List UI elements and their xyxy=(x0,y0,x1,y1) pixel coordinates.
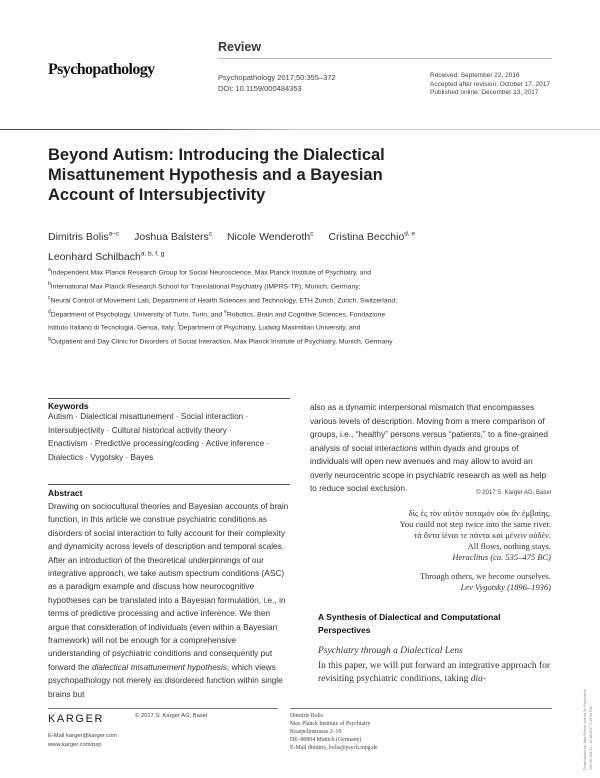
epigraph-source: Lev Vygotsky (1896–1936) xyxy=(460,582,551,592)
body-paragraph: In this paper, we will put forward an integrative approach for revisiting psychiatric conditions, taking dia- xyxy=(318,661,551,684)
affiliation: Istituto Italiano di Tecnologia, Genoa, Italy; $^f$Department of Psychiatry, Ludwig Maximilian University, and xyxy=(48,322,361,332)
citation: Psychopathology 2017;50:355–372 xyxy=(218,73,336,82)
author: Nicole Wenderoth$^c$ xyxy=(226,230,314,243)
section-subheading: Psychiatry through a Dialectical Lens xyxy=(318,646,463,656)
author: Joshua Balsters$^c$ xyxy=(134,230,213,243)
title-line: Beyond Autism: Introducing the Dialectical xyxy=(48,146,385,164)
author: Dimitris Bolis$^{a-c}$ xyxy=(48,230,120,243)
publisher-email[interactable]: E-Mail karger@karger.com xyxy=(48,733,118,739)
epigraph-translation: You could not step twice into the same river. xyxy=(399,519,551,529)
title-line: Account of Intersubjectivity xyxy=(48,186,266,204)
affiliation: $^b$International Max Planck Research School for Translational Psychiatry (IMPRS-TP), Munich, Germany; xyxy=(48,280,361,291)
corr-line: DE–80804 Munich (Germany) xyxy=(290,737,362,743)
abstract-copyright: © 2017 S. Karger AG, Basel xyxy=(476,490,551,496)
article-title xyxy=(48,145,448,205)
keywords-list xyxy=(48,410,288,464)
epigraph-quote: Through others, we become ourselves. xyxy=(419,571,551,581)
correspondence-address xyxy=(290,712,378,752)
publisher-contact xyxy=(48,732,117,749)
accepted-date: Accepted after revision: October 17, 2017 xyxy=(430,80,550,88)
download-stamp: Downloaded by: Max Planck Institut für Psychiatrie xyxy=(583,689,587,770)
footer-rule-right xyxy=(290,708,552,709)
section-label: Review xyxy=(218,40,262,54)
corr-line: Kraepelinstrasse 2–10 xyxy=(290,729,342,735)
received-date: Received: September 22, 2016 xyxy=(430,72,520,79)
corr-line: Max Planck Institute of Psychiatry xyxy=(290,721,371,727)
journal-logo: Psychopathology xyxy=(48,61,155,78)
abstract-heading: Abstract xyxy=(48,488,83,498)
epigraph-greek: τὰ ὄντα ἰέναι τε πάντα καὶ μένειν οὐδέν. xyxy=(413,530,551,540)
abstract-rule xyxy=(48,484,290,485)
dates-block xyxy=(430,72,550,98)
author: Cristina Becchio$^{d, e}$ xyxy=(328,230,416,243)
publisher-website[interactable]: www.karger.com/psp xyxy=(48,741,102,748)
epigraph xyxy=(310,508,551,593)
keywords-line: Dialectics · Vygotsky · Bayes xyxy=(48,452,154,462)
header-rule xyxy=(218,58,552,59)
keywords-heading: Keywords xyxy=(48,401,89,411)
affiliations xyxy=(48,265,488,348)
epigraph-greek: δὶς ἐς τὸν αὐτὸν ποταμὸν οὐκ ἂν ἐμβαίης. xyxy=(408,508,551,518)
author: Leonhard Schilbach$^{a, b, f, g}$ xyxy=(48,250,165,263)
download-stamp-ip: 194.95.158.21 - 12/18/2017 2:59:50 PM xyxy=(589,706,593,770)
epigraph-translation: All flows, nothing stays. xyxy=(467,541,551,551)
affiliation: $^a$Independent Max Planck Research Group for Social Neuroscience, Max Planck Institute of Psychiatry, and xyxy=(48,267,372,277)
keywords-line: Intersubjectivity · Cultural historical activity theory · xyxy=(48,425,232,435)
affiliation: $^g$Outpatient and Day Clinic for Disorders of Social Interaction, Max Planck Institute of Psychiatry, Munich, Germany xyxy=(48,336,393,346)
doi-link[interactable]: DOI: 10.1159/000484353 xyxy=(218,84,302,93)
publisher-logo: KARGER xyxy=(48,713,105,725)
footer-copyright: © 2017 S. Karger AG, Basel xyxy=(135,713,208,719)
published-date: Published online: December 13, 2017 xyxy=(430,89,539,97)
section-heading: A Synthesis of Dialectical and Computational Perspectives xyxy=(318,612,501,635)
footer-rule-left xyxy=(48,708,278,709)
affiliation: $^c$Neural Control of Movement Lab, Department of Health Sciences and Technology, ETH Zurich, Zurich, Switzerland; xyxy=(48,294,398,304)
keywords-rule xyxy=(48,398,290,399)
title-line: Misattunement Hypothesis and a Bayesian xyxy=(48,166,383,184)
corr-line: Dimitris Bolis xyxy=(290,713,324,719)
corr-email[interactable]: E-Mail dimitris_bolis@psych.mpg.de xyxy=(290,745,378,751)
affiliation: $^d$Department of Psychology, University of Turin, Turin, and $^e$Robotics, Brain and Cognitive Sciences, Fondazione xyxy=(48,308,386,318)
abstract-paragraph: Drawing on sociocultural theories and Bayesian accounts of brain function, in this article we construe psychiatric conditions as disorders of social interaction to fully account for their complexity and dynamicity across levels of description and temporal scales. After an introduction of the theoretical underpinnings of our integrative approach, we take autism spectrum conditions (ASC) as a paradigm example and discuss how neurocognitive hypotheses can be translated into a Bayesian formulation, i.e., in terms of predictive processing and active inference. We then argue that consideration of individuals (even within a Bayesian framework) will not be enough for a comprehensive understanding of psychiatric conditions and consequently put forward the dialectical misattunement hypothesis, which views psychopathology not merely as disordered function within single brains but xyxy=(48,501,289,699)
keywords-line: Enactivism · Predictive processing/coding · Active inference · xyxy=(48,439,270,448)
citation-block xyxy=(218,72,336,94)
epigraph-source: Heraclitus (ca. 535–475 BC) xyxy=(452,552,551,562)
title-divider xyxy=(0,129,600,130)
abstract-continuation: also as a dynamic interpersonal mismatch that encompasses various levels of description. Moving from a mere comparison of groups, i.e., “healthy” persons versus “patients,” to a fine-grained analysis of social interactions within dyads and groups of individuals will open new avenues and may allow to avoid an overly neurocentric scope in psychiatric research as well as help to reduce social exclusion. xyxy=(310,402,548,493)
author-list xyxy=(48,225,468,266)
keywords-line: Autism · Dialectical misattunement · Social interaction · xyxy=(48,412,249,421)
abstract-body xyxy=(48,500,290,701)
